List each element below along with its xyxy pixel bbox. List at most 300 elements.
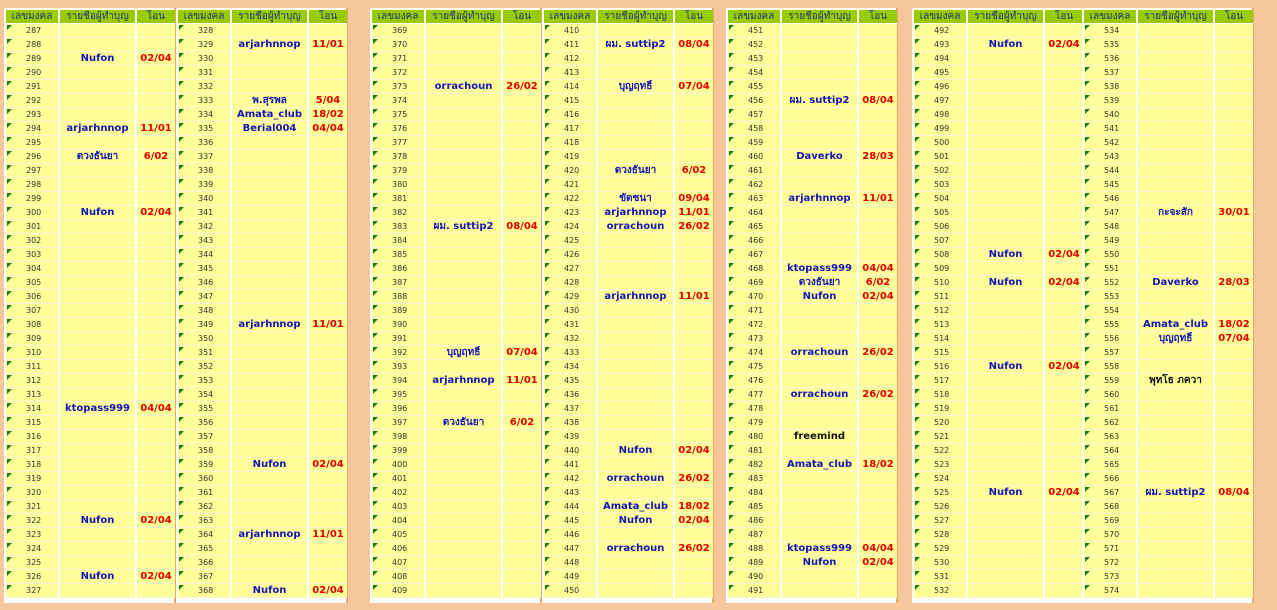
transfer-date [1045,220,1083,234]
donor-name [598,150,673,164]
transfer-date: 26/02 [859,346,897,360]
transfer-date [859,570,897,584]
donor-name [426,542,501,556]
lucky-number: 525 [914,486,966,500]
lucky-number: 498 [914,108,966,122]
donor-name [1138,164,1213,178]
lucky-number: 390 [372,318,424,332]
transfer-date [503,248,541,262]
header-transfer-date: โอน [503,10,541,24]
lucky-number: 419 [544,150,596,164]
donor-name [1138,584,1213,598]
lucky-number: 323 [6,528,58,542]
transfer-date [1045,556,1083,570]
donor-name [598,136,673,150]
lucky-number: 395 [372,388,424,402]
donor-name: Nufon [968,276,1043,290]
transfer-date [675,108,713,122]
lucky-number: 297 [6,164,58,178]
donor-name [232,52,307,66]
donor-name [968,108,1043,122]
transfer-date: 04/04 [859,262,897,276]
lucky-number: 403 [372,500,424,514]
donor-name: arjarhnnop [232,318,307,332]
donor-name [232,206,307,220]
transfer-date [859,486,897,500]
donor-name: Nufon [782,556,857,570]
donor-name: orrachoun [598,472,673,486]
header-transfer-date: โอน [1215,10,1253,24]
lucky-number: 424 [544,220,596,234]
lucky-number: 410 [544,24,596,38]
transfer-date [137,66,175,80]
lucky-number: 446 [544,528,596,542]
donor-name [60,486,135,500]
transfer-date [1045,584,1083,598]
donor-name: พุทโธ ภควา [1138,374,1213,388]
donor-name: Nufon [60,514,135,528]
donor-name: arjarhnnop [60,122,135,136]
transfer-date: 6/02 [137,150,175,164]
header-donor-name: รายชื่อผู้ทำบุญ [232,10,307,24]
transfer-date [675,486,713,500]
donor-name [968,318,1043,332]
donor-name [782,234,857,248]
donor-name [426,290,501,304]
donor-name [968,94,1043,108]
donor-name [426,514,501,528]
lucky-number: 523 [914,458,966,472]
lucky-number: 401 [372,472,424,486]
donor-name [1138,262,1213,276]
transfer-date [859,164,897,178]
number-table [728,10,894,598]
donor-name [598,234,673,248]
lucky-number: 327 [6,584,58,598]
lucky-number: 517 [914,374,966,388]
lucky-number: 537 [1084,66,1136,80]
transfer-date: 02/04 [1045,248,1083,262]
lucky-number: 406 [372,542,424,556]
lucky-number: 385 [372,248,424,262]
donor-name [782,66,857,80]
lucky-number: 472 [728,318,780,332]
transfer-date [503,136,541,150]
lucky-number: 305 [6,276,58,290]
lucky-number: 341 [178,206,230,220]
lucky-number: 509 [914,262,966,276]
lucky-number: 348 [178,304,230,318]
donor-name [232,290,307,304]
lucky-number: 428 [544,276,596,290]
lucky-number: 499 [914,122,966,136]
lucky-number: 356 [178,416,230,430]
transfer-date [859,374,897,388]
lucky-number: 542 [1084,136,1136,150]
donor-name [60,444,135,458]
transfer-date [1045,514,1083,528]
number-list-column [4,8,176,603]
transfer-date [309,570,347,584]
lucky-number: 560 [1084,388,1136,402]
transfer-date [1215,542,1253,556]
donor-name [60,304,135,318]
donor-name [1138,528,1213,542]
transfer-date [1045,500,1083,514]
lucky-number: 392 [372,346,424,360]
donor-name [968,192,1043,206]
donor-name [426,136,501,150]
transfer-date [309,500,347,514]
lucky-number: 413 [544,66,596,80]
lucky-number: 304 [6,262,58,276]
lucky-number: 462 [728,178,780,192]
lucky-number: 565 [1084,458,1136,472]
donor-name [426,108,501,122]
transfer-date [137,556,175,570]
donor-name: Nufon [232,458,307,472]
transfer-date: 6/02 [859,276,897,290]
transfer-date [1215,262,1253,276]
donor-name [60,220,135,234]
donor-name [782,402,857,416]
header-transfer-date: โอน [309,10,347,24]
transfer-date [859,66,897,80]
donor-name [1138,402,1213,416]
transfer-date [675,24,713,38]
lucky-number: 336 [178,136,230,150]
transfer-date [503,178,541,192]
lucky-number: 352 [178,360,230,374]
transfer-date [1045,374,1083,388]
lucky-number: 387 [372,276,424,290]
donor-name [426,52,501,66]
donor-name [1138,556,1213,570]
transfer-date [859,80,897,94]
transfer-date: 11/01 [675,206,713,220]
lucky-number: 300 [6,206,58,220]
transfer-date [1215,584,1253,598]
lucky-number: 447 [544,542,596,556]
donor-name [598,318,673,332]
transfer-date [137,94,175,108]
transfer-date [1215,402,1253,416]
number-list-column [912,8,1084,603]
lucky-number: 425 [544,234,596,248]
donor-name [426,318,501,332]
lucky-number: 541 [1084,122,1136,136]
donor-name [232,304,307,318]
donor-name [232,486,307,500]
donor-name: orrachoun [426,80,501,94]
lucky-number: 345 [178,262,230,276]
donor-name [968,304,1043,318]
donor-name [1138,430,1213,444]
donor-name [598,458,673,472]
transfer-date [503,304,541,318]
transfer-date [309,374,347,388]
donor-name [232,556,307,570]
lucky-number: 316 [6,430,58,444]
donor-name [598,360,673,374]
transfer-date [675,360,713,374]
transfer-date [1215,360,1253,374]
transfer-date [137,500,175,514]
transfer-date [675,584,713,598]
transfer-date [503,38,541,52]
donor-name [232,66,307,80]
donor-name [60,332,135,346]
transfer-date: 11/01 [675,290,713,304]
donor-name [1138,192,1213,206]
lucky-number: 534 [1084,24,1136,38]
donor-name [426,402,501,416]
donor-name [1138,360,1213,374]
donor-name [598,262,673,276]
donor-name: Amata_club [1138,318,1213,332]
lucky-number: 489 [728,556,780,570]
donor-name [968,262,1043,276]
lucky-number: 516 [914,360,966,374]
lucky-number: 293 [6,108,58,122]
lucky-number: 450 [544,584,596,598]
transfer-date [1045,122,1083,136]
transfer-date [1045,542,1083,556]
lucky-number: 513 [914,318,966,332]
transfer-date [309,514,347,528]
transfer-date [1045,472,1083,486]
transfer-date [1215,304,1253,318]
donor-name [968,570,1043,584]
donor-name [782,570,857,584]
lucky-number: 548 [1084,220,1136,234]
transfer-date [675,248,713,262]
lucky-number: 344 [178,248,230,262]
donor-name [1138,108,1213,122]
number-table [6,10,172,598]
transfer-date: 26/02 [675,220,713,234]
lucky-number: 436 [544,388,596,402]
transfer-date [137,164,175,178]
donor-name: orrachoun [782,346,857,360]
lucky-number: 564 [1084,444,1136,458]
donor-name [1138,388,1213,402]
lucky-number: 330 [178,52,230,66]
transfer-date [1215,178,1253,192]
lucky-number: 524 [914,472,966,486]
transfer-date [1045,234,1083,248]
lucky-number: 426 [544,248,596,262]
donor-name [782,206,857,220]
donor-name [232,276,307,290]
donor-name [782,38,857,52]
donor-name [426,332,501,346]
lucky-number: 415 [544,94,596,108]
donor-name: Amata_club [232,108,307,122]
donor-name [232,150,307,164]
donor-name [60,416,135,430]
donor-name [782,122,857,136]
transfer-date [503,332,541,346]
lucky-number: 474 [728,346,780,360]
lucky-number: 449 [544,570,596,584]
lucky-number: 389 [372,304,424,318]
transfer-date [309,556,347,570]
donor-name: ktopass999 [60,402,135,416]
lucky-number: 334 [178,108,230,122]
donor-name: arjarhnnop [598,290,673,304]
transfer-date [1215,234,1253,248]
lucky-number: 568 [1084,500,1136,514]
donor-name [426,164,501,178]
donor-name [782,164,857,178]
lucky-number: 319 [6,472,58,486]
transfer-date [503,150,541,164]
transfer-date [137,136,175,150]
lucky-number: 552 [1084,276,1136,290]
lucky-number: 439 [544,430,596,444]
donor-name: freemind [782,430,857,444]
lucky-number: 478 [728,402,780,416]
transfer-date [859,206,897,220]
transfer-date [309,332,347,346]
donor-name [1138,444,1213,458]
transfer-date [309,444,347,458]
donor-name [782,108,857,122]
lucky-number: 492 [914,24,966,38]
lucky-number: 367 [178,570,230,584]
donor-name [782,332,857,346]
transfer-date: 02/04 [1045,38,1083,52]
lucky-number: 550 [1084,248,1136,262]
donor-name [60,24,135,38]
transfer-date: 08/04 [675,38,713,52]
lucky-number: 329 [178,38,230,52]
header-number: เลขมงคล [6,10,58,24]
header-number: เลขมงคล [178,10,230,24]
donor-name [426,584,501,598]
donor-name [426,24,501,38]
transfer-date: 02/04 [859,290,897,304]
transfer-date [859,136,897,150]
lucky-number: 486 [728,514,780,528]
donor-name [782,24,857,38]
transfer-date [137,346,175,360]
lucky-number: 359 [178,458,230,472]
donor-name [968,136,1043,150]
transfer-date [675,374,713,388]
transfer-date [859,318,897,332]
lucky-number: 312 [6,374,58,388]
transfer-date [503,444,541,458]
lucky-number: 445 [544,514,596,528]
lucky-number: 378 [372,150,424,164]
lucky-number: 338 [178,164,230,178]
transfer-date: 28/03 [1215,276,1253,290]
lucky-number: 459 [728,136,780,150]
donor-name [426,150,501,164]
lucky-number: 539 [1084,94,1136,108]
donor-name: Nufon [968,38,1043,52]
donor-name: Amata_club [782,458,857,472]
lucky-number: 364 [178,528,230,542]
lucky-number: 562 [1084,416,1136,430]
transfer-date [137,584,175,598]
lucky-number: 365 [178,542,230,556]
transfer-date [309,402,347,416]
donor-name: arjarhnnop [232,38,307,52]
lucky-number: 543 [1084,150,1136,164]
transfer-date [503,234,541,248]
lucky-number: 504 [914,192,966,206]
transfer-date [503,290,541,304]
lucky-number: 465 [728,220,780,234]
donor-name [426,430,501,444]
transfer-date [137,262,175,276]
donor-name [968,24,1043,38]
transfer-date [675,332,713,346]
lucky-number: 453 [728,52,780,66]
donor-name [232,542,307,556]
transfer-date [309,178,347,192]
donor-name [232,388,307,402]
lucky-number: 497 [914,94,966,108]
donor-name: ตวงธันยา [598,164,673,178]
donor-name: arjarhnnop [426,374,501,388]
donor-name [426,248,501,262]
lucky-number: 302 [6,234,58,248]
donor-name [598,430,673,444]
transfer-date [675,388,713,402]
transfer-date: 26/02 [675,472,713,486]
donor-name [782,584,857,598]
lucky-number: 361 [178,486,230,500]
donor-name: arjarhnnop [782,192,857,206]
donor-name: บุญฤทธิ์ [598,80,673,94]
lucky-number: 522 [914,444,966,458]
transfer-date [309,24,347,38]
donor-name [782,472,857,486]
lucky-number: 521 [914,430,966,444]
header-donor-name: รายชื่อผู้ทำบุญ [426,10,501,24]
transfer-date [309,360,347,374]
transfer-date [1045,80,1083,94]
transfer-date [1045,66,1083,80]
donor-name [968,164,1043,178]
donor-name [426,122,501,136]
transfer-date [503,262,541,276]
lucky-number: 369 [372,24,424,38]
donor-name [968,416,1043,430]
transfer-date [859,472,897,486]
lucky-number: 567 [1084,486,1136,500]
transfer-date [309,416,347,430]
donor-name [60,556,135,570]
donor-name [968,472,1043,486]
transfer-date [859,24,897,38]
lucky-number: 442 [544,472,596,486]
transfer-date [675,94,713,108]
lucky-number: 479 [728,416,780,430]
lucky-number: 398 [372,430,424,444]
transfer-date [675,528,713,542]
number-table [1084,10,1250,598]
lucky-number: 386 [372,262,424,276]
transfer-date [859,444,897,458]
lucky-number: 420 [544,164,596,178]
transfer-date [1215,472,1253,486]
number-table [914,10,1080,598]
